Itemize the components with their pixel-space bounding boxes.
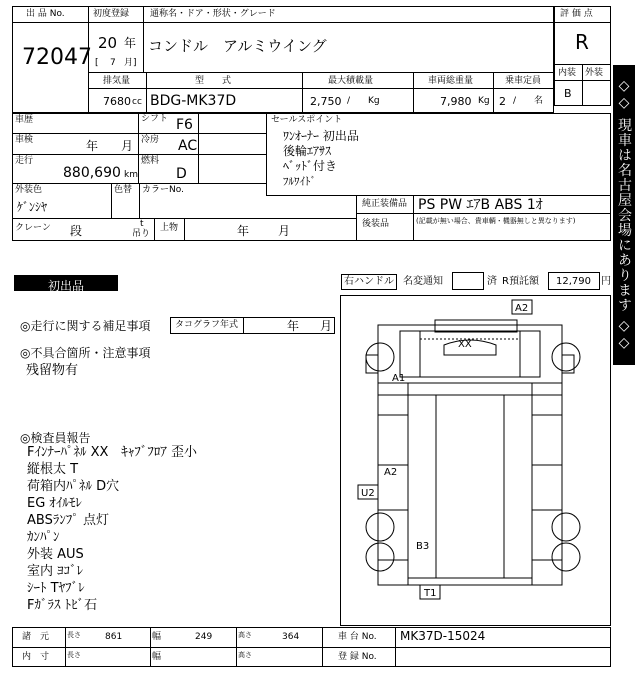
ac-label: 冷房 <box>141 135 160 145</box>
history-label: 車歴 <box>15 115 34 125</box>
inspection-year-unit: 年 <box>86 139 99 153</box>
truck-top-view-diagram <box>340 295 611 626</box>
sales-point-4: ﾌﾙﾜｲﾄﾞ <box>283 175 316 188</box>
registration-number-label: 登 録 No. <box>338 652 377 662</box>
lot-number: 72047 <box>22 45 92 70</box>
evaluation-label: 評 価 点 <box>560 9 593 19</box>
registration-year: 20 <box>98 34 118 52</box>
aftermarket-label: 後装品 <box>362 219 390 229</box>
mileage-value: 880,690 <box>63 165 121 181</box>
width-value: 249 <box>195 632 213 642</box>
mileage-label: 走行 <box>15 156 34 166</box>
report-line: 室内 ﾖｺﾞﾚ <box>27 564 84 579</box>
gross-weight-label: 車両総重量 <box>428 76 474 86</box>
sales-point-2: 後輪ｴｱｻｽ <box>283 144 332 158</box>
color-change-label: 色替 <box>114 185 133 195</box>
registration-year-unit: 年 <box>124 36 137 50</box>
mileage-unit: km <box>124 170 138 180</box>
chassis-label: 車 台 No. <box>338 632 377 642</box>
displacement-label: 排気量 <box>103 76 131 86</box>
inspector-report-title: ◎検査員報告 <box>20 431 91 445</box>
report-line: 縦根太 T <box>27 462 79 477</box>
mark-b3: B3 <box>416 541 430 552</box>
color-number-label: カラーNo. <box>142 185 184 195</box>
ac-value: AC <box>178 138 198 154</box>
upper-body-label: 上物 <box>160 223 179 233</box>
inner-height-label: 高さ <box>238 651 252 659</box>
fuel-value: D <box>176 166 187 182</box>
inspector-report-list <box>27 444 197 614</box>
max-load-value: 2,750 <box>310 95 342 108</box>
max-load-unit: / Kg <box>347 96 380 106</box>
first-listing-bar <box>14 275 118 291</box>
driving-notes-title: ◎走行に関する補足事項 <box>20 319 151 333</box>
inner-dimensions-label: 内 寸 <box>22 652 50 662</box>
chassis-number: MK37D-15024 <box>400 629 486 643</box>
venue-banner <box>613 65 635 365</box>
inner-length-label: 長さ <box>67 651 81 659</box>
report-line: EG ｵｲﾙﾓﾚ <box>27 496 82 511</box>
height-value: 364 <box>282 632 300 642</box>
steering-value: 右ハンドル <box>344 276 394 287</box>
sales-point-1: ﾜﾝｵｰﾅｰ 初出品 <box>283 129 359 143</box>
registration-month-close: 月] <box>124 58 137 68</box>
report-line: ｼｰﾄ Tﾔﾌﾞﾚ <box>27 581 85 596</box>
width-label: 幅 <box>152 632 162 642</box>
deposit-value: 12,790 <box>556 276 591 287</box>
model-name: コンドル アルミウイング <box>148 37 327 55</box>
interior-score: B <box>564 87 572 100</box>
mark-t1: T1 <box>424 588 437 599</box>
crane-step-unit: 段 <box>70 224 83 238</box>
tachograph-month-unit: 月 <box>320 319 333 333</box>
capacity-unit: / 名 <box>513 96 544 106</box>
fuel-label: 燃料 <box>141 156 160 166</box>
defects-title: ◎不具合箇所・注意事項 <box>20 346 151 360</box>
displacement-unit: cc <box>132 97 142 107</box>
gross-weight-unit: Kg <box>478 96 490 106</box>
vehicle-name-label: 通称名・ドア・形状・グレード <box>150 9 276 19</box>
exterior-color-value: ｹﾞﾝｼﾔ <box>17 200 48 214</box>
first-registration-label: 初度登録 <box>93 9 130 19</box>
sales-point-3: ﾍﾞｯﾄﾞ付き <box>283 159 338 173</box>
equipment-label: 純正装備品 <box>362 199 408 209</box>
first-listing-label: 初出品 <box>47 279 84 293</box>
max-load-label: 最大積載量 <box>328 76 374 86</box>
model-code: BDG-MK37D <box>150 93 237 109</box>
upper-month-unit: 月 <box>278 224 291 238</box>
mark-u2: U2 <box>361 488 375 499</box>
capacity-value: 2 <box>499 95 506 108</box>
length-label: 長さ <box>67 631 81 639</box>
shift-value: F6 <box>176 117 193 133</box>
report-line: Fｲﾝﾅｰﾊﾟﾈﾙ XX ｷｬﾌﾞﾌﾛｱ 歪小 <box>27 445 198 460</box>
aftermarket-note: (記載が無い場合、貴車輌・機器無しと異なります) <box>416 217 576 225</box>
lot-label: 出 品 No. <box>26 9 65 19</box>
tachograph-label: タコグラフ年式 <box>175 320 239 330</box>
sales-point-label: セールスポイント <box>271 115 343 125</box>
report-line: ABSﾗﾝﾌﾟ 点灯 <box>27 513 109 528</box>
capacity-label: 乗車定員 <box>505 76 542 86</box>
registration-month-open: [ <box>95 58 99 68</box>
model-label: 型 式 <box>195 76 232 86</box>
crane-hook-label: 吊り <box>132 229 151 239</box>
name-change-label: 名変通知 <box>403 276 443 287</box>
report-line: 荷箱内ﾊﾟﾈﾙ D穴 <box>27 479 120 494</box>
specs-label: 諸 元 <box>22 632 50 642</box>
equipment-value: PS PW ｴｱB ABS 1ｵ <box>418 197 543 213</box>
shift-label: シフト <box>141 114 169 124</box>
defect-line: 残留物有 <box>26 363 79 378</box>
report-line: ｶﾝﾊﾟﾝ <box>27 530 60 545</box>
mark-xx: XX <box>458 339 472 350</box>
inspection-month-unit: 月 <box>121 139 134 153</box>
mark-a2-side: A2 <box>384 467 398 478</box>
report-line: Fｶﾞﾗｽ ﾄﾋﾞ石 <box>27 598 98 613</box>
height-label: 高さ <box>238 631 252 639</box>
deposit-label: R預託額 <box>502 276 539 287</box>
venue-banner-text: ◇◇ 現車は名古屋会場にあります ◇◇ <box>616 78 632 352</box>
mark-a2-top: A2 <box>515 303 529 314</box>
evaluation-score: R <box>575 30 589 54</box>
exterior-label: 外装 <box>585 68 604 78</box>
odometer-label: 済 <box>487 276 497 287</box>
inner-width-label: 幅 <box>152 652 162 662</box>
upper-year-unit: 年 <box>237 224 250 238</box>
deposit-unit: 円 <box>601 276 611 287</box>
registration-month: 7 <box>110 58 116 68</box>
crane-label: クレーン <box>15 223 51 233</box>
crane-ton-unit: t <box>140 219 144 229</box>
exterior-color-label: 外装色 <box>15 185 43 195</box>
length-value: 861 <box>105 632 123 642</box>
inspection-label: 車検 <box>15 135 34 145</box>
report-line: 外装 AUS <box>27 547 84 562</box>
tachograph-year-unit: 年 <box>287 319 300 333</box>
name-change-box <box>452 272 484 290</box>
gross-weight-value: 7,980 <box>440 95 472 108</box>
displacement-value: 7680 <box>103 95 131 108</box>
interior-label: 内装 <box>558 68 577 78</box>
mark-a1: A1 <box>392 373 406 384</box>
